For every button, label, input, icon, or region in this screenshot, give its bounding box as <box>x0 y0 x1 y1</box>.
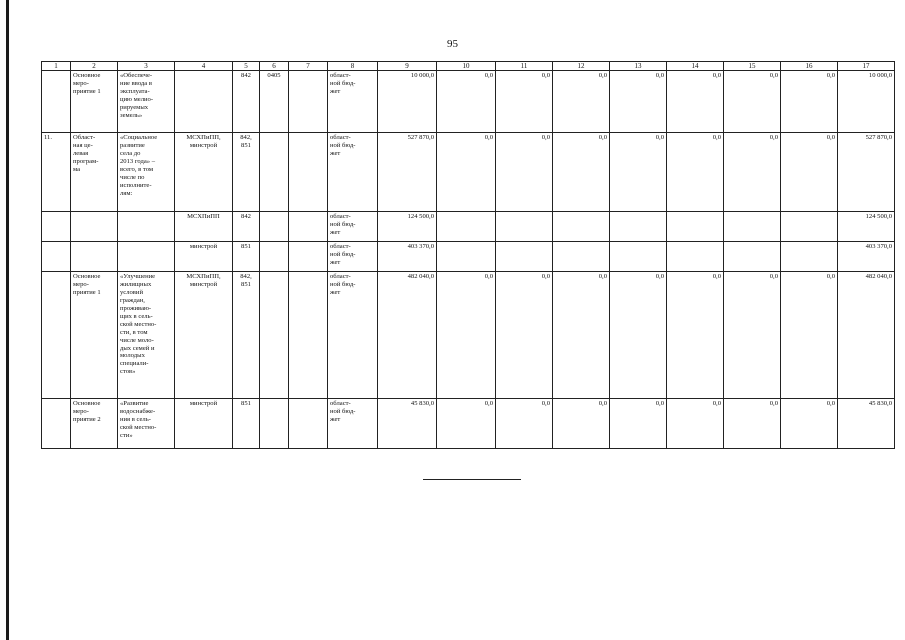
cell-value <box>724 212 781 242</box>
table-row <box>42 71 895 133</box>
cell-executor: МСХПиПП <box>175 212 233 242</box>
cell-section <box>260 242 289 272</box>
cell-source: област- ной бюд- жет <box>328 133 378 212</box>
cell-value: 0,0 <box>724 133 781 212</box>
cell-value: 0,0 <box>667 272 724 399</box>
cell-source: област- ной бюд- жет <box>328 399 378 449</box>
cell-value: 482 040,0 <box>838 272 895 399</box>
column-header: 1 <box>42 62 71 71</box>
cell-number <box>42 272 71 399</box>
cell-value: 0,0 <box>781 272 838 399</box>
cell-status: Основное меро- приятие 1 <box>71 71 118 133</box>
cell-col7 <box>289 272 328 399</box>
cell-value: 124 500,0 <box>838 212 895 242</box>
cell-value: 403 370,0 <box>838 242 895 272</box>
table-row <box>42 212 895 242</box>
cell-value <box>437 242 496 272</box>
cell-value <box>610 242 667 272</box>
cell-value <box>437 212 496 242</box>
cell-value: 0,0 <box>610 133 667 212</box>
column-header: 17 <box>838 62 895 71</box>
cell-title: «Улучшение жилищных условий граждан, проживаю- щих в сель- ской местно- сти, в том числе моло- дых семей и молодых специали- стов» <box>118 272 175 399</box>
cell-value: 0,0 <box>610 272 667 399</box>
cell-value: 0,0 <box>437 133 496 212</box>
cell-value: 0,0 <box>553 133 610 212</box>
cell-number: 11. <box>42 133 71 212</box>
column-header: 8 <box>328 62 378 71</box>
cell-code: 842, 851 <box>233 272 260 399</box>
cell-value: 0,0 <box>496 399 553 449</box>
cell-value: 0,0 <box>610 399 667 449</box>
cell-value: 10 000,0 <box>838 71 895 133</box>
column-header: 11 <box>496 62 553 71</box>
column-header: 2 <box>71 62 118 71</box>
cell-value: 10 000,0 <box>378 71 437 133</box>
cell-value <box>667 212 724 242</box>
cell-title <box>118 242 175 272</box>
cell-col7 <box>289 133 328 212</box>
column-number-row <box>42 62 895 71</box>
cell-col7 <box>289 399 328 449</box>
cell-value: 0,0 <box>724 272 781 399</box>
cell-value: 0,0 <box>553 272 610 399</box>
column-header: 9 <box>378 62 437 71</box>
cell-value <box>610 212 667 242</box>
column-header: 14 <box>667 62 724 71</box>
page-number: 95 <box>447 38 458 50</box>
cell-value: 0,0 <box>437 272 496 399</box>
table-row <box>42 272 895 399</box>
cell-value: 45 830,0 <box>378 399 437 449</box>
cell-value: 403 370,0 <box>378 242 437 272</box>
cell-status: Основное меро- приятие 2 <box>71 399 118 449</box>
cell-value: 0,0 <box>496 133 553 212</box>
cell-title: «Социальное развитие села до 2013 года» – всего, в том числе по исполните- лям: <box>118 133 175 212</box>
cell-code: 842 <box>233 71 260 133</box>
column-header: 10 <box>437 62 496 71</box>
cell-value: 0,0 <box>496 272 553 399</box>
budget-table <box>41 61 895 449</box>
cell-value <box>781 242 838 272</box>
cell-number <box>42 242 71 272</box>
cell-source: област- ной бюд- жет <box>328 71 378 133</box>
column-header: 7 <box>289 62 328 71</box>
cell-value <box>553 242 610 272</box>
cell-code: 842, 851 <box>233 133 260 212</box>
column-header: 16 <box>781 62 838 71</box>
cell-value: 527 870,0 <box>838 133 895 212</box>
table-row <box>42 242 895 272</box>
cell-value: 0,0 <box>781 399 838 449</box>
cell-value: 527 870,0 <box>378 133 437 212</box>
cell-section <box>260 272 289 399</box>
cell-section <box>260 399 289 449</box>
cell-source: област- ной бюд- жет <box>328 242 378 272</box>
table-row <box>42 399 895 449</box>
cell-section <box>260 133 289 212</box>
cell-col7 <box>289 212 328 242</box>
column-header: 15 <box>724 62 781 71</box>
column-header: 12 <box>553 62 610 71</box>
cell-col7 <box>289 242 328 272</box>
cell-value: 0,0 <box>553 399 610 449</box>
column-header: 13 <box>610 62 667 71</box>
cell-value <box>496 242 553 272</box>
cell-value: 0,0 <box>610 71 667 133</box>
cell-source: област- ной бюд- жет <box>328 272 378 399</box>
cell-value: 0,0 <box>781 71 838 133</box>
cell-col7 <box>289 71 328 133</box>
cell-title <box>118 212 175 242</box>
cell-status: Основное меро- приятие 1 <box>71 272 118 399</box>
cell-value <box>724 242 781 272</box>
cell-title: «Обеспече- ние ввода в эксплуата- цию мелио- рируемых земель» <box>118 71 175 133</box>
cell-executor: минстрой <box>175 242 233 272</box>
cell-section: 0405 <box>260 71 289 133</box>
cell-value: 0,0 <box>437 399 496 449</box>
cell-status <box>71 242 118 272</box>
column-header: 5 <box>233 62 260 71</box>
cell-value <box>781 212 838 242</box>
cell-value: 0,0 <box>781 133 838 212</box>
cell-code: 851 <box>233 399 260 449</box>
cell-value <box>553 212 610 242</box>
cell-executor: минстрой <box>175 399 233 449</box>
table-row <box>42 133 895 212</box>
cell-title: «Развитие водоснабже- ния в сель- ской местно- сти» <box>118 399 175 449</box>
cell-value: 0,0 <box>667 133 724 212</box>
cell-value: 0,0 <box>553 71 610 133</box>
cell-executor <box>175 71 233 133</box>
cell-value: 45 830,0 <box>838 399 895 449</box>
cell-code: 842 <box>233 212 260 242</box>
cell-value <box>496 212 553 242</box>
cell-number <box>42 212 71 242</box>
cell-value: 0,0 <box>724 399 781 449</box>
cell-executor: МСХПиПП, минстрой <box>175 133 233 212</box>
cell-value <box>667 242 724 272</box>
cell-status: Област- ная це- левая програм- ма <box>71 133 118 212</box>
column-header: 6 <box>260 62 289 71</box>
cell-number <box>42 71 71 133</box>
cell-executor: МСХПиПП, минстрой <box>175 272 233 399</box>
cell-number <box>42 399 71 449</box>
cell-source: област- ной бюд- жет <box>328 212 378 242</box>
cell-value: 124 500,0 <box>378 212 437 242</box>
cell-value: 0,0 <box>496 71 553 133</box>
column-header: 3 <box>118 62 175 71</box>
cell-value: 0,0 <box>437 71 496 133</box>
cell-code: 851 <box>233 242 260 272</box>
cell-value: 482 040,0 <box>378 272 437 399</box>
cell-value: 0,0 <box>667 399 724 449</box>
scan-edge-bar <box>6 0 9 640</box>
cell-value: 0,0 <box>667 71 724 133</box>
cell-value: 0,0 <box>724 71 781 133</box>
cell-status <box>71 212 118 242</box>
cell-section <box>260 212 289 242</box>
footer-rule <box>423 479 521 480</box>
column-header: 4 <box>175 62 233 71</box>
